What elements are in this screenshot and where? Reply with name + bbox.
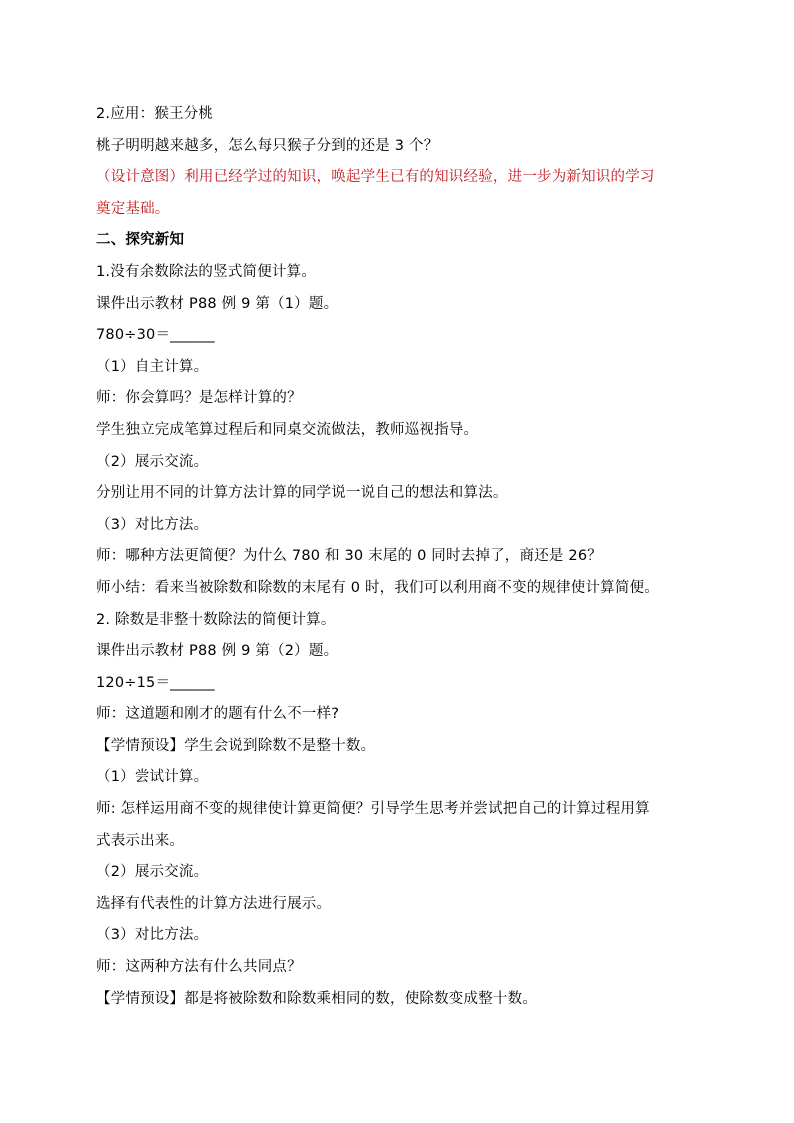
teacher-line: 师：这道题和刚才的题有什么不一样? [96, 706, 340, 723]
subsection-heading-2: 2. 除数是非整十数除法的简便计算。 [96, 611, 336, 628]
teacher-line: 师: 怎样运用商不变的规律使计算更简便？引导学生思考并尝试把自己的计算过程用算 [96, 801, 650, 818]
paragraph: 课件出示教材 P88 例 9 第（2）题。 [96, 643, 339, 660]
learning-preset: 【学情预设】学生会说到除数不是整十数。 [96, 737, 376, 754]
teacher-line-continued: 式表示出来。 [96, 832, 185, 849]
step-label: （1）尝试计算。 [96, 769, 209, 786]
learning-preset: 【学情预设】都是将被除数和除数乘相同的数，使除数变成整十数。 [96, 990, 537, 1007]
equation-line: 780÷30＝______ [96, 327, 215, 344]
step-label: （2）展示交流。 [96, 864, 209, 881]
subsection-heading-1: 1.没有余数除法的竖式简便计算。 [96, 263, 317, 280]
teacher-line: 师：这两种方法有什么共同点？ [96, 959, 302, 976]
teacher-line: 师：哪种方法更简便？为什么 780 和 30 末尾的 0 同时去掉了，商还是 26？ [96, 548, 602, 565]
step-label: （3）对比方法。 [96, 927, 209, 944]
paragraph: 分别让用不同的计算方法计算的同学说一说自己的想法和算法。 [96, 485, 508, 502]
step-label: （3）对比方法。 [96, 516, 209, 533]
design-intent-text-continued: 奠定基础。 [96, 200, 170, 217]
section-title-explore: 二、探究新知 [96, 232, 185, 249]
teacher-summary: 师小结：看来当被除数和除数的末尾有 0 时，我们可以利用商不变的规律使计算简便。 [96, 579, 659, 596]
step-label: （1）自主计算。 [96, 358, 209, 375]
equation-line: 120÷15＝______ [96, 674, 215, 691]
question-text: 桃子明明越来越多，怎么每只猴子分到的还是 3 个？ [96, 137, 439, 154]
paragraph: 学生独立完成笔算过程后和同桌交流做法，教师巡视指导。 [96, 421, 479, 438]
teacher-line: 师：你会算吗？是怎样计算的？ [96, 390, 302, 407]
step-label: （2）展示交流。 [96, 453, 209, 470]
paragraph: 选择有代表性的计算方法进行展示。 [96, 895, 332, 912]
design-intent-text: （设计意图）利用已经学过的知识，唤起学生已有的知识经验，进一步为新知识的学习 [96, 169, 655, 186]
paragraph: 课件出示教材 P88 例 9 第（1）题。 [96, 295, 339, 312]
document-body [96, 99, 706, 1015]
section-heading-application: 2.应用：猴王分桃 [96, 106, 214, 122]
